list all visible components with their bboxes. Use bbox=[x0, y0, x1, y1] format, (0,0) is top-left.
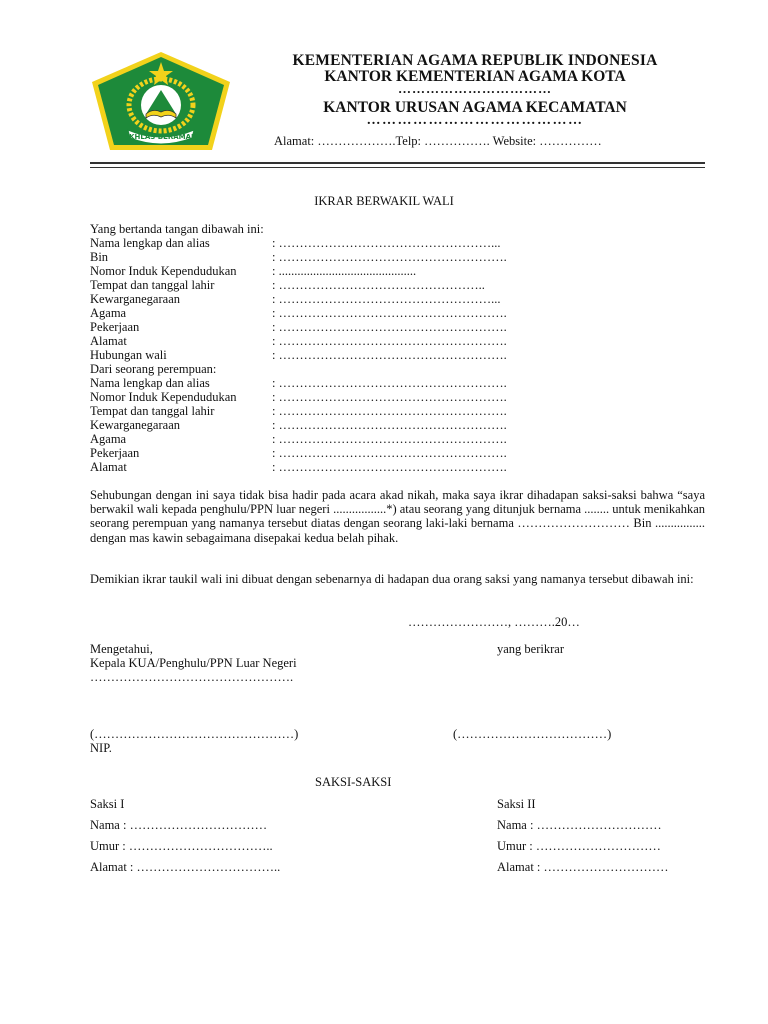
field-value: : ………………………………………………. bbox=[272, 418, 507, 432]
statement-paragraph: Sehubungan dengan ini saya tidak bisa hadir pada acara akad nikah, maka saya ikrar dihadapan saksi-saksi bahwa “saya berwakil wali kepada penghulu/PPN luar negeri .................*) atau seorang yang ditunjuk bernama ........ untuk menikahkan seorang perempuan yang namanya tersebut diatas dengan seorang laki-laki bernama ……………………… Bin ................ dengan mas kawin sebagaimana disepakai kedua belah pihak. bbox=[90, 488, 705, 545]
header-kota-dots: …………………………… bbox=[398, 81, 552, 96]
header-kua: KANTOR URUSAN AGAMA KECAMATAN bbox=[323, 99, 627, 116]
document-title: IKRAR BERWAKIL WALI bbox=[314, 194, 454, 208]
field-label: Alamat bbox=[90, 334, 127, 348]
saksi2-umur: Umur : ………………………… bbox=[497, 839, 661, 853]
field-label: Hubungan wali bbox=[90, 348, 167, 362]
saksi2-nama: Nama : ………………………… bbox=[497, 818, 662, 832]
date-line: ……………………, ……….20… bbox=[408, 615, 580, 629]
field-value: : ………………………………………………. bbox=[272, 334, 507, 348]
field-label: Tempat dan tanggal lahir bbox=[90, 404, 215, 418]
field-value: : ……………………………………………... bbox=[272, 236, 501, 250]
mengetahui-label: Mengetahui, bbox=[90, 642, 153, 656]
field-value: : ............................................ bbox=[272, 264, 417, 278]
field-value: : ………………………………………………. bbox=[272, 446, 507, 460]
field-label: Nomor Induk Kependudukan bbox=[90, 264, 237, 278]
field-label: Agama bbox=[90, 432, 127, 446]
saksi2-alamat: Alamat : ………………………… bbox=[497, 860, 669, 874]
kepala-kua-dots: …………………………………………. bbox=[90, 670, 294, 684]
yang-berikrar-label: yang berikrar bbox=[497, 642, 564, 656]
field-value: : ………………………………………………. bbox=[272, 460, 507, 474]
field-value: : ………………………………………………. bbox=[272, 432, 507, 446]
saksi1-nama: Nama : …………………………… bbox=[90, 818, 268, 832]
field-label: Agama bbox=[90, 306, 127, 320]
kepala-kua-label: Kepala KUA/Penghulu/PPN Luar Negeri bbox=[90, 656, 297, 670]
signature-right: (………………………………) bbox=[453, 727, 612, 741]
saksi1-heading: Saksi I bbox=[90, 797, 125, 811]
saksi2-heading: Saksi II bbox=[497, 797, 536, 811]
field-label: Nama lengkap dan alias bbox=[90, 376, 210, 390]
field-value: : ………………………………………….. bbox=[272, 278, 485, 292]
field-label: Nama lengkap dan alias bbox=[90, 236, 210, 250]
header-divider-thick bbox=[90, 162, 705, 164]
closing-paragraph: Demikian ikrar taukil wali ini dibuat dengan sebenarnya di hadapan dua orang saksi yang namanya tersebut dibawah ini: bbox=[90, 572, 694, 586]
field-label: Kewarganegaraan bbox=[90, 418, 180, 432]
field-value: : ……………………………………………... bbox=[272, 292, 501, 306]
kemenag-logo bbox=[90, 50, 232, 152]
field-value: : ………………………………………………. bbox=[272, 404, 507, 418]
header-divider-thin bbox=[90, 167, 705, 168]
header-ministry: KEMENTERIAN AGAMA REPUBLIK INDONESIA bbox=[292, 52, 658, 69]
perempuan-heading: Dari seorang perempuan: bbox=[90, 362, 217, 376]
field-value: : ………………………………………………. bbox=[272, 348, 507, 362]
field-value: : ………………………………………………. bbox=[272, 306, 507, 320]
saksi1-alamat: Alamat : …………………………….. bbox=[90, 860, 281, 874]
field-label: Nomor Induk Kependudukan bbox=[90, 390, 237, 404]
field-label: Kewarganegaraan bbox=[90, 292, 180, 306]
field-value: : ………………………………………………. bbox=[272, 320, 507, 334]
signature-left: (…………………………………………) bbox=[90, 727, 299, 741]
svg-text:IKHLAS BERAMAL: IKHLAS BERAMAL bbox=[126, 133, 196, 141]
field-label: Bin bbox=[90, 250, 109, 264]
field-value: : ………………………………………………. bbox=[272, 250, 507, 264]
header-kecamatan-dots: …………………………………… bbox=[366, 113, 584, 128]
header-address: Alamat: ……………….Telp: ……………. Website: …………… bbox=[274, 134, 602, 148]
field-label: Pekerjaan bbox=[90, 446, 140, 460]
field-value: : ………………………………………………. bbox=[272, 390, 507, 404]
nip-label: NIP. bbox=[90, 741, 112, 755]
header-kankemenag: KANTOR KEMENTERIAN AGAMA KOTA bbox=[324, 68, 626, 85]
saksi1-umur: Umur : …………………………….. bbox=[90, 839, 273, 853]
saksi-title: SAKSI-SAKSI bbox=[315, 775, 392, 789]
field-label: Alamat bbox=[90, 460, 127, 474]
field-label: Pekerjaan bbox=[90, 320, 140, 334]
field-value: : ………………………………………………. bbox=[272, 376, 507, 390]
intro-text: Yang bertanda tangan dibawah ini: bbox=[90, 222, 264, 236]
field-label: Tempat dan tanggal lahir bbox=[90, 278, 215, 292]
